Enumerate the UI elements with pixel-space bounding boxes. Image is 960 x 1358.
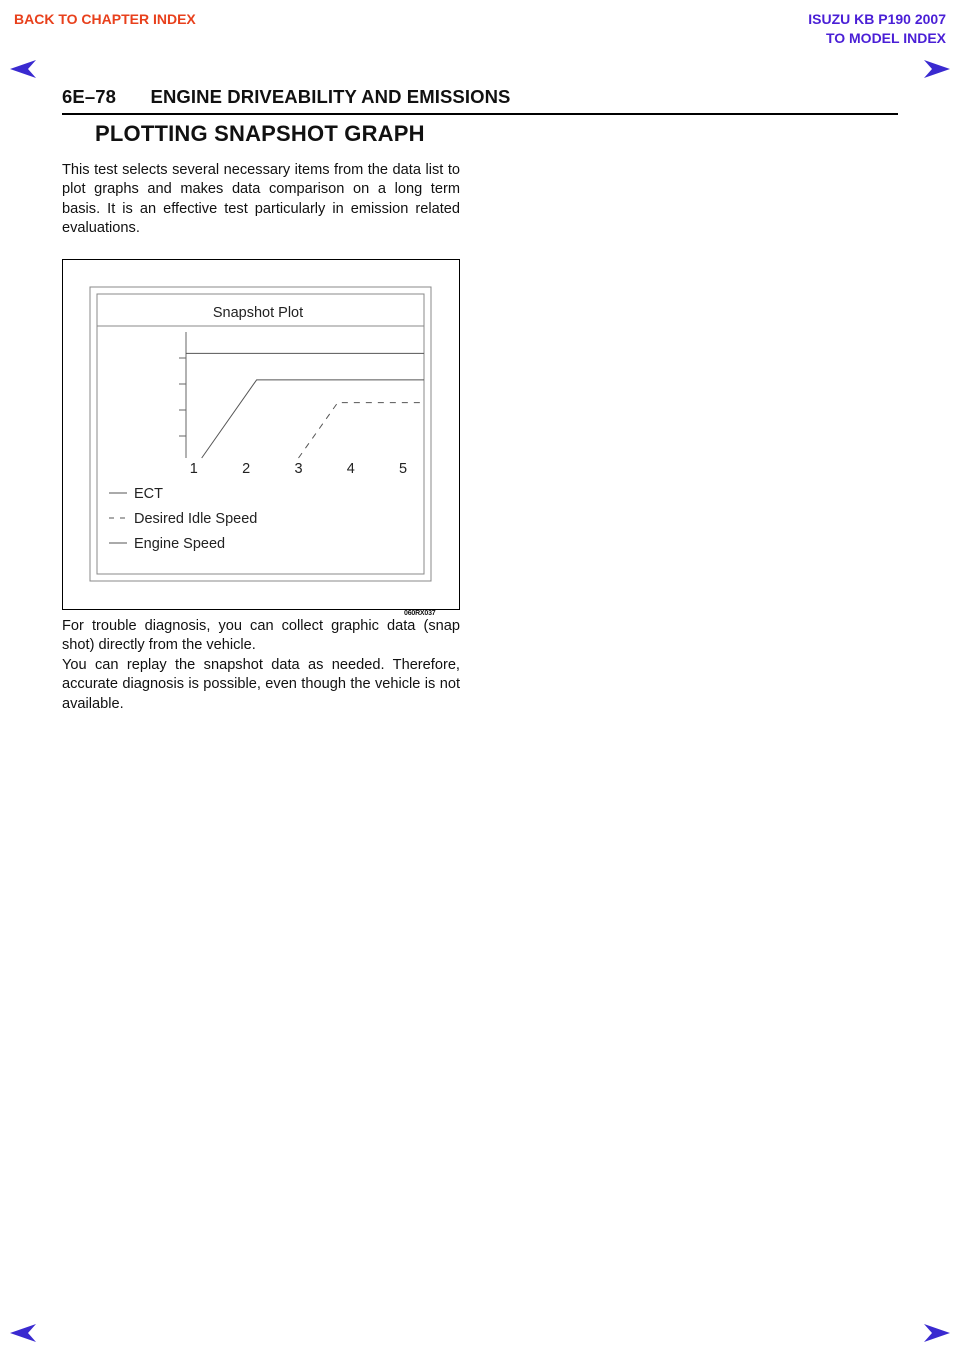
right-arrow-icon[interactable] bbox=[922, 1322, 952, 1344]
left-arrow-icon[interactable] bbox=[8, 58, 38, 80]
chart-title: Snapshot Plot bbox=[212, 305, 304, 321]
snapshot-figure bbox=[62, 259, 460, 610]
x-tick-label: 5 bbox=[399, 461, 408, 477]
page-header bbox=[62, 86, 511, 108]
right-arrow-icon[interactable] bbox=[922, 58, 952, 80]
back-to-chapter-index-link[interactable]: BACK TO CHAPTER INDEX bbox=[14, 11, 196, 27]
x-tick-label: 2 bbox=[242, 461, 251, 477]
diagnosis-paragraph: For trouble diagnosis, you can collect graphic data (snap shot) directly from the vehicle. bbox=[62, 618, 460, 654]
x-tick-label: 4 bbox=[346, 461, 355, 477]
snapshot-plot-chart bbox=[63, 260, 459, 609]
series-line-engine-speed bbox=[202, 380, 424, 458]
intro-paragraph: This test selects several necessary items from the data list to plot graphs and makes data comparison on a long term basis. It is an effective test particularly in emission related evaluations. bbox=[62, 162, 460, 237]
page-title: PLOTTING SNAPSHOT GRAPH bbox=[95, 121, 425, 146]
legend-label: Engine Speed bbox=[134, 536, 226, 552]
x-tick-label: 1 bbox=[189, 461, 198, 477]
figure-code: 060RX037 bbox=[404, 610, 436, 617]
to-model-index-link[interactable]: TO MODEL INDEX bbox=[825, 30, 946, 46]
legend-label: ECT bbox=[134, 486, 163, 502]
model-name-link[interactable]: ISUZU KB P190 2007 bbox=[808, 11, 946, 27]
page-number: 6E–78 bbox=[62, 86, 116, 107]
x-tick-label: 3 bbox=[294, 461, 303, 477]
chart-inner-frame bbox=[97, 294, 424, 574]
left-arrow-icon[interactable] bbox=[8, 1322, 38, 1344]
legend-label: Desired Idle Speed bbox=[134, 511, 258, 527]
header-divider bbox=[62, 113, 898, 115]
series-line-desired-idle-speed bbox=[299, 403, 425, 458]
replay-paragraph: You can replay the snapshot data as needed. Therefore, accurate diagnosis is possible, even though the vehicle is not available. bbox=[62, 657, 460, 712]
section-title: ENGINE DRIVEABILITY AND EMISSIONS bbox=[150, 86, 511, 107]
